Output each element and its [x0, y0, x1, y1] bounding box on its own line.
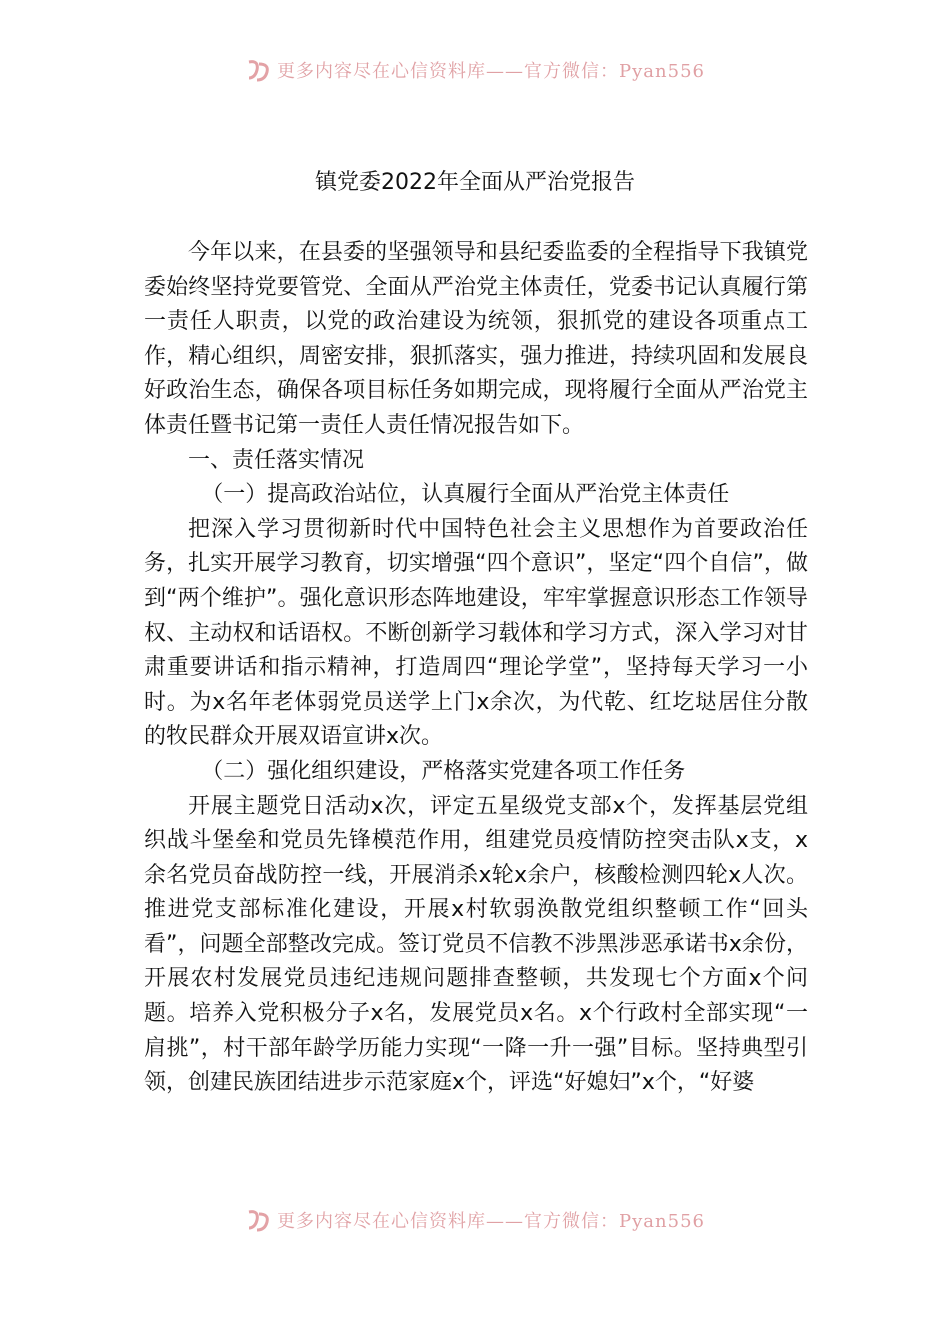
document-body	[144, 236, 808, 1101]
document-title: 镇党委2022年全面从严治党报告	[315, 170, 635, 195]
logo-icon	[245, 58, 275, 82]
intro-paragraph: 今年以来，在县委的坚强领导和县纪委监委的全程指导下我镇党委始终坚持党要管党、全面从严治党主体责任，党委书记认真履行第一责任人职责，以党的政治建设为统领，狠抓党的建设各项重点工作，精心组织，周密安排，狠抓落实，强力推进，持续巩固和发展良好政治生态，确保各项目标任务如期完成，现将履行全面从严治党主体责任暨书记第一责任人责任情况报告如下。	[144, 240, 808, 438]
subsection-body-2: 开展主题党日活动x次，评定五星级党支部x个，发挥基层党组织战斗堡垒和党员先锋模范作用，组建党员疫情防控突击队x支，x余名党员奋战防控一线，开展消杀x轮x余户，核酸检测四轮x人次。推进党支部标准化建设，开展x村软弱涣散党组织整顿工作“回头看”，问题全部整改完成。签订党员不信教不涉黑涉恶承诺书x余份，开展农村发展党员违纪违规问题排查整顿，共发现七个方面x个问题。培养入党积极分子x名，发展党员x名。x个行政村全部实现“一肩挑”，村干部年龄学历能力实现“一降一升一强”目标。坚持典型引领，创建民族团结进步示范家庭x个，评选“好媳妇”x个，“好婆	[144, 793, 808, 1096]
subsection-body-1: 把深入学习贯彻新时代中国特色社会主义思想作为首要政治任务，扎实开展学习教育，切实增强“四个意识”，坚定“四个自信”，做到“两个维护”。强化意识形态阵地建设，牢牢掌握意识形态工作领导权、主动权和话语权。不断创新学习载体和学习方式，深入学习对甘肃重要讲话和指示精神，打造周四“理论学堂”，坚持每天学习一小时。为x名年老体弱党员送学上门x余次，为代乾、红圪垯居住分散的牧民群众开展双语宣讲x次。	[144, 516, 808, 750]
watermark-text: 更多内容尽在心信资料库——官方微信：Pyan556	[277, 1211, 705, 1232]
subsection-heading-1: （一）提高政治站位，认真履行全面从严治党主体责任	[201, 482, 730, 508]
watermark-banner-top	[0, 56, 950, 84]
subsection-heading-2: （二）强化组织建设，严格落实党建各项工作任务	[201, 758, 686, 784]
watermark-banner-bottom	[0, 1206, 950, 1234]
logo-icon	[245, 1208, 275, 1232]
section-heading: 一、责任落实情况	[188, 447, 365, 473]
watermark-text: 更多内容尽在心信资料库——官方微信：Pyan556	[277, 61, 705, 82]
